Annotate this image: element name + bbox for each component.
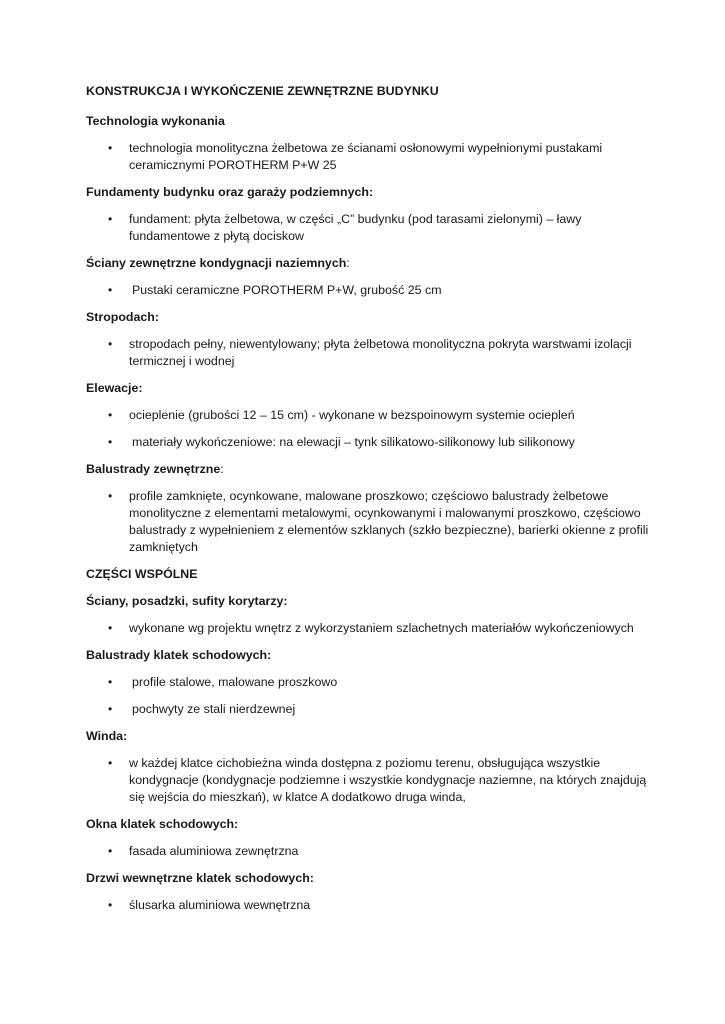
list-item: • profile zamknięte, ocynkowane, malowane proszkowo; częściowo balustrady żelbetowe monolityczne z elementami metalowymi, ocynkowanymi i malowanymi proszkowo, częściowo balustrady z wypełnieniem z elementów szklanych (szkło bezpieczne), barierki okienne z profili zamkniętych	[108, 489, 649, 554]
section-heading-korytarze: Ściany, posadzki, sufity korytarzy:	[86, 594, 288, 608]
bullet-icon: •	[108, 212, 113, 226]
list-item: • ocieplenie (grubości 12 – 15 cm) - wykonane w bezspoinowym systemie ociepleń	[108, 408, 575, 422]
section-heading-winda: Winda:	[86, 729, 128, 743]
section-heading-sciany-zewnetrzne: Ściany zewnętrzne kondygnacji naziemnych:	[86, 256, 350, 270]
list-item: • stropodach pełny, niewentylowany; płyta żelbetowa monolityczna pokryta warstwami izolacji termicznej i wodnej	[108, 337, 632, 368]
section-list-drzwi-klatek	[86, 897, 656, 914]
bullet-icon: •	[108, 621, 113, 635]
list-item: • wykonane wg projektu wnętrz z wykorzystaniem szlachetnych materiałów wykończeniowych	[108, 621, 634, 635]
heading-text: Technologia wykonania	[86, 114, 225, 128]
bullet-icon: •	[108, 702, 113, 716]
section-heading-drzwi-klatek: Drzwi wewnętrzne klatek schodowych:	[86, 871, 314, 885]
bullet-icon: •	[108, 675, 113, 689]
section-list-balustrady-zewnetrzne	[86, 488, 656, 556]
list-item: • w każdej klatce cichobieżna winda dostępna z poziomu terenu, obsługująca wszystkie kondygnacje (kondygnacje podziemne i wszystkie kondygnacje naziemne, na których znajdują się wejścia do mieszkań), w klatce A dodatkowo druga winda,	[108, 756, 647, 804]
bullet-icon: •	[108, 283, 113, 297]
list-item: • pochwyty ze stali nierdzewnej	[108, 702, 296, 716]
document-page	[86, 83, 656, 924]
section-heading-czesci-wspolne: CZĘŚCI WSPÓLNE	[86, 567, 198, 581]
list-item: • Pustaki ceramiczne POROTHERM P+W, grubość 25 cm	[108, 283, 442, 297]
section-heading-technologia	[86, 113, 656, 129]
section-heading-balustrady-zewnetrzne: Balustrady zewnętrzne:	[86, 462, 224, 476]
list-item: • fundament: płyta żelbetowa, w części „C” budynku (pod tarasami zielonymi) – ławy fundamentowe z płytą dociskow	[108, 212, 582, 243]
section-heading-fundamenty: Fundamenty budynku oraz garaży podziemnych:	[86, 185, 374, 199]
section-list-sciany-zewnetrzne	[86, 282, 656, 299]
bullet-icon: •	[108, 489, 113, 503]
list-item: • fasada aluminiowa zewnętrzna	[108, 844, 299, 858]
section-heading-stropodach: Stropodach:	[86, 310, 159, 324]
list-item: • profile stalowe, malowane proszkowo	[108, 675, 338, 689]
section-list-stropodach	[86, 336, 656, 370]
section-list-elewacje	[86, 407, 656, 451]
section-heading-balustrady-klatek: Balustrady klatek schodowych:	[86, 648, 272, 662]
bullet-icon: •	[108, 898, 113, 912]
section-list-korytarze	[86, 620, 656, 637]
bullet-icon: •	[108, 408, 113, 422]
section-list-fundamenty	[86, 211, 656, 245]
section-heading-elewacje: Elewacje:	[86, 381, 143, 395]
list-item: • technologia monolityczna żelbetowa ze ścianami osłonowymi wypełnionymi pustakami ceramicznymi POROTHERM P+W 25	[108, 141, 603, 172]
bullet-icon: •	[108, 337, 113, 351]
section-list-technologia	[86, 140, 656, 174]
bullet-icon: •	[108, 435, 113, 449]
section-heading-okna-klatek: Okna klatek schodowych:	[86, 817, 239, 831]
section-list-okna-klatek	[86, 843, 656, 860]
list-item: • ślusarka aluminiowa wewnętrzna	[108, 898, 311, 912]
bullet-icon: •	[108, 756, 113, 770]
section-list-balustrady-klatek	[86, 674, 656, 718]
document-title: KONSTRUKCJA I WYKOŃCZENIE ZEWNĘTRZNE BUDYNKU	[86, 84, 439, 98]
bullet-icon: •	[108, 141, 113, 155]
list-item: • materiały wykończeniowe: na elewacji – tynk silikatowo-silikonowy lub silikonowy	[108, 435, 575, 449]
bullet-icon: •	[108, 844, 113, 858]
section-list-winda	[86, 755, 656, 806]
